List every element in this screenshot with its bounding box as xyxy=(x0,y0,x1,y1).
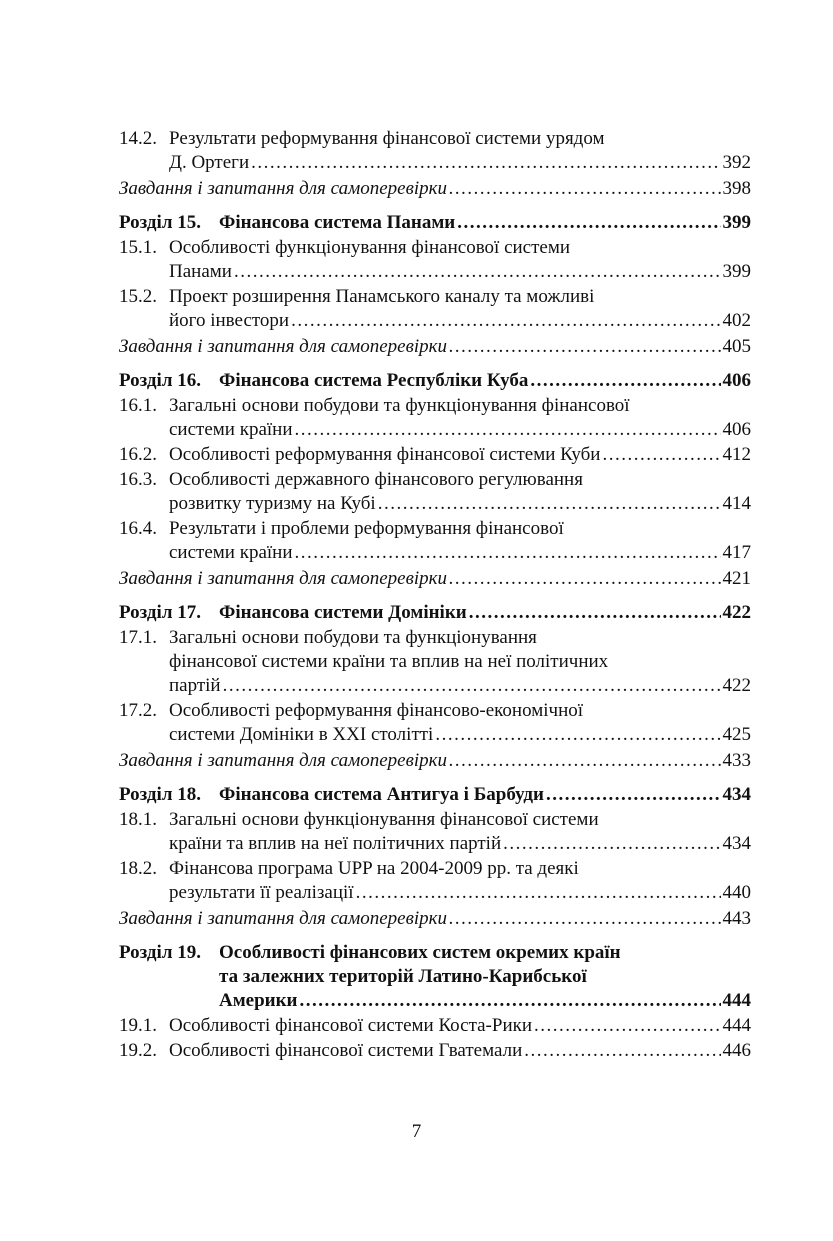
entry-page-number: 433 xyxy=(722,750,751,771)
entry-page-number: 434 xyxy=(722,784,751,805)
toc-subsection-entry xyxy=(119,127,751,175)
toc-subsection-entry xyxy=(119,626,751,698)
entry-title-line: Особливості реформування фінансової системи Куби xyxy=(169,444,601,465)
toc-review-entry xyxy=(119,567,751,591)
entry-title-line: Проект розширення Панамського каналу та можливі xyxy=(169,286,595,307)
toc-section-entry xyxy=(119,941,751,1013)
entry-title-line: Фінансова програма UPP на 2004-2009 рр. та деякі xyxy=(169,858,579,879)
entry-title-line: Завдання і запитання для самоперевірки xyxy=(119,336,447,357)
toc-review-entry xyxy=(119,177,751,201)
toc-subsection-entry xyxy=(119,443,751,467)
entry-page-number: 392 xyxy=(722,152,751,173)
entry-page-number: 406 xyxy=(722,419,751,440)
entry-page-number: 405 xyxy=(722,336,751,357)
entry-title-line: Фінансова системи Домініки xyxy=(219,602,467,623)
entry-number: 14.2. xyxy=(119,128,157,149)
entry-title-line: Завдання і запитання для самоперевірки xyxy=(119,178,447,199)
dot-leader xyxy=(534,1014,720,1038)
dot-leader xyxy=(295,541,721,565)
toc-section-entry xyxy=(119,369,751,393)
entry-title-line: Результати реформування фінансової системи урядом xyxy=(169,128,605,149)
dot-leader xyxy=(449,907,721,931)
entry-number: Розділ 16. xyxy=(119,370,201,391)
entry-page-number: 443 xyxy=(722,908,751,929)
entry-page-number: 406 xyxy=(722,370,751,391)
dot-leader xyxy=(291,309,720,333)
entry-page-number: 399 xyxy=(722,261,751,282)
entry-title-line: Завдання і запитання для самоперевірки xyxy=(119,568,447,589)
table-of-contents xyxy=(119,127,751,1063)
entry-number: 16.1. xyxy=(119,395,157,416)
entry-title-line: Панами xyxy=(169,261,232,282)
entry-page-number: 402 xyxy=(722,310,751,331)
toc-subsection-entry xyxy=(119,1039,751,1063)
entry-title-line: Особливості фінансової системи Гватемали xyxy=(169,1040,523,1061)
entry-page-number: 444 xyxy=(722,1015,751,1036)
toc-section-entry xyxy=(119,211,751,235)
toc-subsection-entry xyxy=(119,285,751,333)
entry-title-line: системи країни xyxy=(169,419,293,440)
entry-page-number: 399 xyxy=(722,212,751,233)
entry-number: 16.2. xyxy=(119,444,157,465)
dot-leader xyxy=(295,418,721,442)
entry-title-line: системи Домініки в ХХІ столітті xyxy=(169,724,434,745)
entry-number: Розділ 15. xyxy=(119,212,201,233)
toc-subsection-entry xyxy=(119,468,751,516)
entry-title-line: Особливості фінансових систем окремих країн xyxy=(219,942,621,963)
entry-number: 15.1. xyxy=(119,237,157,258)
entry-page-number: 446 xyxy=(722,1040,751,1061)
dot-leader xyxy=(602,443,720,467)
entry-number: 15.2. xyxy=(119,286,157,307)
entry-page-number: 422 xyxy=(722,675,751,696)
dot-leader xyxy=(300,989,721,1013)
entry-number: 16.3. xyxy=(119,469,157,490)
toc-review-entry xyxy=(119,907,751,931)
entry-page-number: 412 xyxy=(722,444,751,465)
dot-leader xyxy=(356,881,721,905)
dot-leader xyxy=(530,369,720,393)
entry-page-number: 417 xyxy=(722,542,751,563)
entry-page-number: 422 xyxy=(722,602,751,623)
dot-leader xyxy=(435,723,720,747)
entry-number: 16.4. xyxy=(119,518,157,539)
entry-number: Розділ 18. xyxy=(119,784,201,805)
entry-number: Розділ 17. xyxy=(119,602,201,623)
entry-title-line: його інвестори xyxy=(169,310,290,331)
dot-leader xyxy=(457,211,720,235)
entry-title-line: Особливості державного фінансового регулювання xyxy=(169,469,583,490)
entry-title-line: партій xyxy=(169,675,221,696)
entry-number: 17.2. xyxy=(119,700,157,721)
dot-leader xyxy=(223,674,721,698)
entry-number: 18.2. xyxy=(119,858,157,879)
dot-leader xyxy=(449,335,721,359)
toc-section-entry xyxy=(119,601,751,625)
dot-leader xyxy=(251,151,720,175)
dot-leader xyxy=(449,177,721,201)
toc-section-entry xyxy=(119,783,751,807)
toc-subsection-entry xyxy=(119,699,751,747)
toc-subsection-entry xyxy=(119,1014,751,1038)
entry-title-line: Особливості функціонування фінансової системи xyxy=(169,237,571,258)
entry-number: Розділ 19. xyxy=(119,942,201,963)
entry-title-line: Фінансова система Антигуа і Барбуди xyxy=(219,784,544,805)
entry-page-number: 421 xyxy=(722,568,751,589)
entry-title-line: розвитку туризму на Кубі xyxy=(169,493,376,514)
entry-title-line: фінансової системи країни та вплив на неї політичних xyxy=(169,651,609,672)
entry-page-number: 398 xyxy=(722,178,751,199)
entry-page-number: 414 xyxy=(722,493,751,514)
entry-number: 18.1. xyxy=(119,809,157,830)
entry-title-line: Загальні основи побудови та функціонування xyxy=(169,627,537,648)
entry-title-line: Загальні основи побудови та функціонування фінансової xyxy=(169,395,630,416)
entry-title-line: Америки xyxy=(219,990,298,1011)
entry-number: 19.2. xyxy=(119,1040,157,1061)
dot-leader xyxy=(234,260,721,284)
dot-leader xyxy=(449,567,721,591)
entry-title-line: Завдання і запитання для самоперевірки xyxy=(119,750,447,771)
entry-number: 17.1. xyxy=(119,627,157,648)
toc-subsection-entry xyxy=(119,517,751,565)
page-number: 7 xyxy=(411,1121,422,1142)
entry-title-line: країни та вплив на неї політичних партій xyxy=(169,833,502,854)
entry-page-number: 444 xyxy=(722,990,751,1011)
dot-leader xyxy=(546,783,721,807)
toc-review-entry xyxy=(119,749,751,773)
toc-subsection-entry xyxy=(119,808,751,856)
entry-page-number: 425 xyxy=(722,724,751,745)
entry-title-line: Результати і проблеми реформування фінансової xyxy=(169,518,564,539)
entry-title-line: Завдання і запитання для самоперевірки xyxy=(119,908,447,929)
dot-leader xyxy=(469,601,721,625)
toc-review-entry xyxy=(119,335,751,359)
entry-title-line: Особливості фінансової системи Коста-Рики xyxy=(169,1015,533,1036)
dot-leader xyxy=(503,832,720,856)
entry-title-line: Особливості реформування фінансово-економічної xyxy=(169,700,584,721)
entry-title-line: Фінансова система Республіки Куба xyxy=(219,370,529,391)
entry-title-line: результати її реалізації xyxy=(169,882,354,903)
dot-leader xyxy=(524,1039,720,1063)
entry-title-line: Загальні основи функціонування фінансової системи xyxy=(169,809,599,830)
toc-subsection-entry xyxy=(119,236,751,284)
entry-title-line: Фінансова система Панами xyxy=(219,212,456,233)
entry-page-number: 434 xyxy=(722,833,751,854)
toc-subsection-entry xyxy=(119,394,751,442)
entry-page-number: 440 xyxy=(722,882,751,903)
entry-title-line: та залежних територій Латино-Карибської xyxy=(219,966,587,987)
entry-title-line: системи країни xyxy=(169,542,293,563)
dot-leader xyxy=(449,749,721,773)
dot-leader xyxy=(378,492,721,516)
entry-number: 19.1. xyxy=(119,1015,157,1036)
toc-subsection-entry xyxy=(119,857,751,905)
entry-title-line: Д. Ортеги xyxy=(169,152,250,173)
